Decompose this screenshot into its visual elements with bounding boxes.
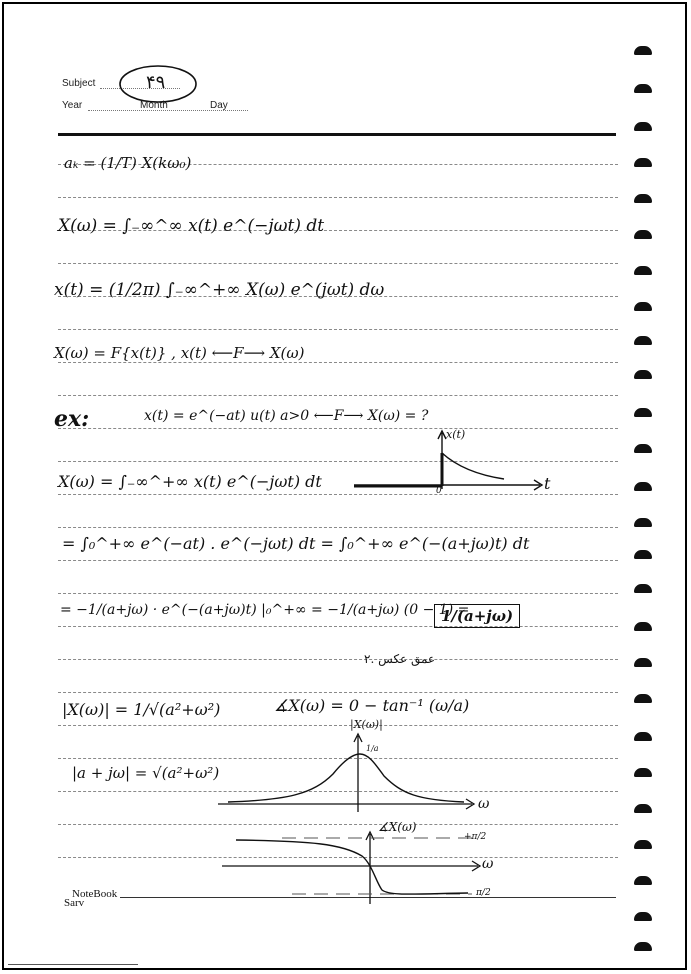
ruled-line [58, 527, 618, 528]
binding-hole [634, 550, 652, 559]
binding-hole [634, 302, 652, 311]
binding-hole [634, 518, 652, 527]
fourier-pair-notation: X(ω) = F{x(t)} , x(t) ⟵F⟶ X(ω) [54, 344, 305, 362]
xt-plot-axis-label: t [544, 474, 551, 493]
ruled-line [58, 692, 618, 693]
fourier-transform-definition: X(ω) = ∫₋∞^∞ x(t) e^(−jωt) dt [58, 216, 325, 236]
ruled-line [58, 395, 618, 396]
month-label: Month [140, 100, 168, 111]
example-evaluation-step: = −1/(a+jω) · e^(−(a+jω)t) |₀^+∞ = −1/(a+jω) (0 − 1) = [60, 602, 470, 618]
binding-hole [634, 370, 652, 379]
binding-hole [634, 942, 652, 951]
binding-hole [634, 122, 652, 131]
binding-hole [634, 194, 652, 203]
ruled-line [58, 263, 618, 264]
binding-hole [634, 840, 652, 849]
phase-top-label: +π/2 [464, 832, 487, 842]
ruled-line [58, 659, 618, 660]
binding-hole [634, 804, 652, 813]
ruled-line [58, 560, 618, 561]
example-problem: x(t) = e^(−at) u(t) a>0 ⟵F⟶ X(ω) = ? [144, 408, 429, 424]
binding-hole [634, 158, 652, 167]
phase-plot [222, 830, 492, 906]
binding-hole [634, 408, 652, 417]
binding-hole [634, 768, 652, 777]
fourier-coefficient-equation: aₖ = (1/T) X(kω₀) [64, 154, 192, 172]
xt-plot-origin: 0 [436, 486, 442, 496]
binding-hole [634, 482, 652, 491]
binding-hole [634, 46, 652, 55]
binding-hole [634, 876, 652, 885]
magnitude-plot [218, 732, 488, 812]
magnitude-axis-label: ω [478, 796, 490, 812]
example-transform-setup: X(ω) = ∫₋∞^+∞ x(t) e^(−jωt) dt [58, 472, 322, 491]
xt-plot-label: x(t) [446, 428, 466, 441]
corner-rule [8, 964, 138, 965]
ruled-line [58, 329, 618, 330]
inverse-fourier-transform: x(t) = (1/2π) ∫₋∞^+∞ X(ω) e^(jωt) dω [54, 280, 385, 300]
binding-hole [634, 658, 652, 667]
magnitude-curve [228, 754, 464, 802]
phase-bottom-label: π/2 [476, 888, 491, 898]
magnitude-peak-label: 1/a [366, 744, 379, 753]
binding-hole [634, 336, 652, 345]
phase-curve [236, 840, 468, 894]
binding-hole [634, 266, 652, 275]
phase-axis-label: ω [482, 856, 494, 872]
notebook-brand: NoteBook [72, 888, 118, 900]
magnitude-result: |X(ω)| = 1/√(a²+ω²) [62, 700, 221, 719]
example-label: ex: [54, 406, 90, 432]
modulus-identity: |a + jω| = √(a²+ω²) [72, 764, 220, 782]
binding-hole [634, 584, 652, 593]
subject-label: Subject [62, 78, 96, 89]
subject-value: ۴۹ [146, 72, 166, 93]
year-label: Year [62, 100, 83, 111]
example-integral-step: = ∫₀^+∞ e^(−at) . e^(−jωt) dt = ∫₀^+∞ e^(−(a+jω)t) dt [62, 534, 530, 553]
year-month-dotted-line [88, 110, 248, 111]
xt-decay-curve [442, 453, 504, 479]
binding-hole [634, 622, 652, 631]
margin-note: ۲. عمق عکس [364, 652, 436, 666]
notebook-brand-sub: Sarv [64, 897, 85, 909]
binding-hole [634, 732, 652, 741]
ruled-line [58, 362, 618, 363]
phase-result: ∡X(ω) = 0 − tan⁻¹ (ω/a) [274, 696, 470, 715]
binding-hole [634, 230, 652, 239]
ruled-line [58, 197, 618, 198]
day-label: Day [210, 100, 228, 111]
ruled-line [58, 626, 618, 627]
ruled-line [58, 725, 618, 726]
ruled-line [58, 593, 618, 594]
header-thick-rule [58, 133, 616, 136]
notebook-page [2, 2, 687, 970]
binding-hole [634, 912, 652, 921]
binding-hole [634, 694, 652, 703]
ruled-line [58, 824, 618, 825]
binding-hole [634, 444, 652, 453]
phase-plot-label: ∡X(ω) [378, 820, 417, 834]
magnitude-plot-label: |X(ω)| [350, 718, 383, 731]
final-result-box: 1/(a+jω) [434, 604, 520, 628]
binding-hole [634, 84, 652, 93]
